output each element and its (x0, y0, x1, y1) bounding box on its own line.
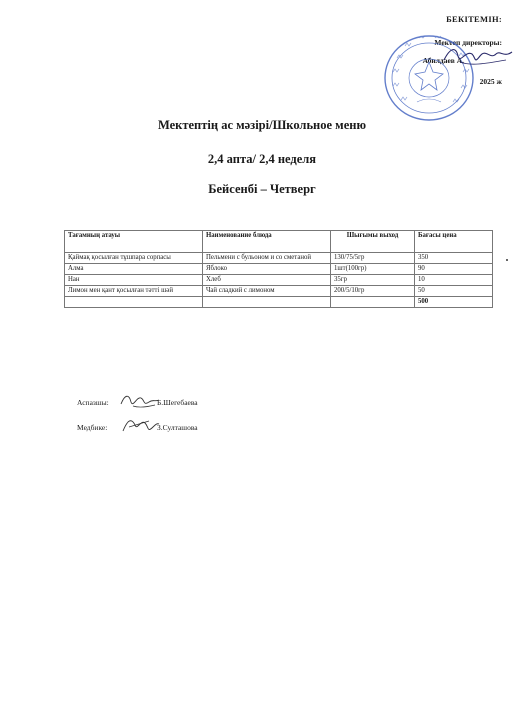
table-row (65, 275, 493, 286)
table-cell: 130/75/5гр (331, 253, 415, 264)
table-cell: 35гр (331, 275, 415, 286)
director-signature (440, 42, 518, 70)
stray-mark (506, 259, 508, 261)
column-header-dish-kz: Тағамның атауы (65, 231, 203, 253)
table-cell: Чай сладкий с лимоном (203, 286, 331, 297)
menu-table (64, 230, 493, 308)
table-cell: Нан (65, 275, 203, 286)
official-seal-stamp (377, 22, 495, 122)
table-header-row (65, 231, 493, 253)
table-cell: Яблоко (203, 264, 331, 275)
table-cell-empty (65, 297, 203, 308)
table-cell-empty (203, 297, 331, 308)
approval-date: 2025 ж (479, 77, 502, 86)
day-label: Бейсенбі – Четверг (208, 182, 316, 196)
table-cell: Пельмени с бульоном и со сметаной (203, 253, 331, 264)
approval-title: БЕКІТЕМІН: (446, 14, 502, 24)
cook-name: Б.Шегебаева (157, 398, 198, 407)
approval-role: Мектеп директоры: (434, 38, 502, 47)
cook-label: Аспазшы: (77, 398, 109, 407)
column-header-dish-ru: Наименование блюда (203, 231, 331, 253)
table-total-row (65, 297, 493, 308)
nurse-name: З.Султашова (157, 423, 198, 432)
table-cell: Алма (65, 264, 203, 275)
cook-signature (119, 390, 161, 412)
table-row (65, 264, 493, 275)
table-cell: 10 (415, 275, 493, 286)
table-cell: 200/5/10гр (331, 286, 415, 297)
menu-title: Мектептің ас мәзірі/Школьное меню (157, 118, 366, 132)
table-cell: Лимон мен қант қосылған тәтті шәй (65, 286, 203, 297)
table-cell: 350 (415, 253, 493, 264)
table-cell: 1шт(100гр) (331, 264, 415, 275)
table-row (65, 253, 493, 264)
column-header-yield: Шығымы выход (331, 231, 415, 253)
column-header-price: Бағасы цена (415, 231, 493, 253)
table-cell: 50 (415, 286, 493, 297)
table-cell: 90 (415, 264, 493, 275)
approval-name: Абилдаев А. (422, 56, 464, 65)
table-row (65, 286, 493, 297)
nurse-signature (119, 415, 161, 437)
table-cell: Қаймақ қосылған тұшпара сорпасы (65, 253, 203, 264)
nurse-label: Медбике: (77, 423, 108, 432)
table-cell-empty (331, 297, 415, 308)
week-label: 2,4 апта/ 2,4 неделя (207, 152, 317, 166)
table-cell: Хлеб (203, 275, 331, 286)
total-price: 500 (415, 297, 493, 308)
